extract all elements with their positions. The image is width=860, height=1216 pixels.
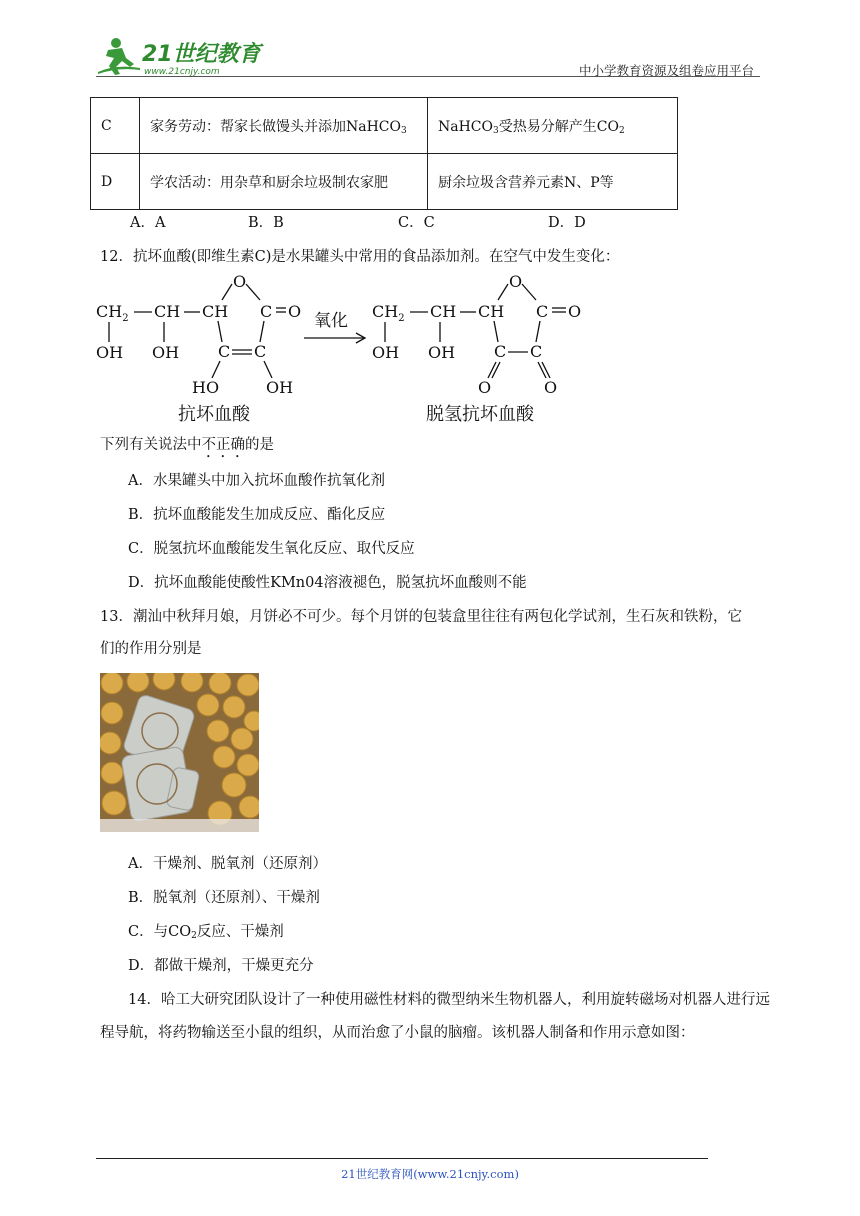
svg-text:O: O <box>544 378 558 397</box>
svg-text:C: C <box>254 342 267 361</box>
header-divider <box>96 76 760 77</box>
table-row <box>91 154 678 210</box>
q12-option-a: A．水果罐头中加入抗坏血酸作抗氧化剂 <box>128 473 385 489</box>
q13-option-a: A．干燥剂、脱氧剂（还原剂） <box>128 856 327 872</box>
options-table <box>90 97 678 210</box>
svg-text:CH: CH <box>202 302 229 321</box>
svg-text:O: O <box>568 302 582 321</box>
svg-text:OH: OH <box>428 343 456 362</box>
q11-option-b: B．B <box>248 215 284 231</box>
site-logo <box>96 34 266 78</box>
table-cell-activity: 学农活动：用杂草和厨余垃圾制农家肥 <box>140 154 428 210</box>
header-platform-text: 中小学教育资源及组卷应用平台 <box>578 63 754 78</box>
svg-text:C: C <box>494 342 507 361</box>
svg-text:C: C <box>536 302 549 321</box>
table-cell-letter: C <box>91 98 140 154</box>
q13-stem-line2: 们的作用分别是 <box>100 641 202 657</box>
q12-question: 下列有关说法中不正确的是 <box>100 437 274 453</box>
logo-url: www.21cnjy.com <box>144 67 220 77</box>
svg-text:CH: CH <box>430 302 457 321</box>
svg-text:CH: CH <box>154 302 181 321</box>
footer-divider <box>96 1158 708 1159</box>
svg-text:CH2: $CH_2$ <box>372 302 405 324</box>
q13-option-b: B．脱氧剂（还原剂）、干燥剂 <box>128 890 320 906</box>
table-cell-knowledge: 厨余垃圾含营养元素N、P等 <box>428 154 678 210</box>
svg-text:HO: HO <box>192 378 220 397</box>
table-cell-knowledge: NaHCO$_3$受热易分解产生$CO_2$ <box>428 98 678 154</box>
svg-text:OH: OH <box>152 343 180 362</box>
svg-text:C: C <box>260 302 273 321</box>
q13-stem-line1: 13．潮汕中秋拜月娘，月饼必不可少。每个月饼的包装盒里往往有两包化学试剂，生石灰和铁粉，它 <box>100 609 742 625</box>
q12-option-c: C．脱氢抗坏血酸能发生氧化反应、取代反应 <box>128 541 415 557</box>
svg-text:O: O <box>509 272 523 291</box>
logo-text: 21世纪教育 <box>142 42 261 67</box>
q13-option-d: D．都做干燥剂，干燥更充分 <box>128 958 314 974</box>
svg-text:氧化: 氧化 <box>314 311 348 331</box>
q12-stem: 12．抗坏血酸(即维生素C)是水果罐头中常用的食品添加剂。在空气中发生变化： <box>100 249 620 265</box>
svg-text:OH: OH <box>266 378 294 397</box>
svg-text:OH: OH <box>372 343 400 362</box>
svg-text:C: C <box>218 342 231 361</box>
table-row <box>91 98 678 154</box>
svg-text:抗坏血酸: 抗坏血酸 <box>178 404 250 425</box>
svg-text:C: C <box>530 342 543 361</box>
table-cell-activity: 家务劳动：帮家长做馒头并添加NaHCO$_3$ <box>140 98 428 154</box>
q11-option-a: A．A <box>130 215 166 231</box>
q14-stem-line1: 14．哈工大研究团队设计了一种使用磁性材料的微型纳米生物机器人，利用旋转磁场对机器人进行远 <box>128 992 770 1008</box>
svg-text:O: O <box>478 378 492 397</box>
svg-text:O: O <box>288 302 302 321</box>
footer-link[interactable]: 21世纪教育网(www.21cnjy.com) <box>341 1167 519 1181</box>
mooncake-photo <box>100 673 259 832</box>
q12-option-b: B．抗坏血酸能发生加成反应、酯化反应 <box>128 507 386 523</box>
table-cell-letter: D <box>91 154 140 210</box>
svg-text:脱氢抗坏血酸: 脱氢抗坏血酸 <box>426 404 534 425</box>
svg-text:CH2: $CH_2$ <box>96 302 129 324</box>
svg-text:OH: OH <box>96 343 124 362</box>
q11-option-d: D．D <box>548 215 586 231</box>
q14-stem-line2: 程导航，将药物输送至小鼠的组织，从而治愈了小鼠的脑瘤。该机器人制备和作用示意如图： <box>100 1025 695 1041</box>
q11-option-c: C．C <box>398 215 435 231</box>
svg-text:O: O <box>233 272 247 291</box>
ascorbic-acid-oxidation-diagram <box>94 268 594 428</box>
q13-option-c: C．与$CO_2$反应、干燥剂 <box>128 924 284 941</box>
q12-option-d: D．抗坏血酸能使酸性KMn04溶液褪色，脱氢抗坏血酸则不能 <box>128 575 527 591</box>
svg-text:CH: CH <box>478 302 505 321</box>
